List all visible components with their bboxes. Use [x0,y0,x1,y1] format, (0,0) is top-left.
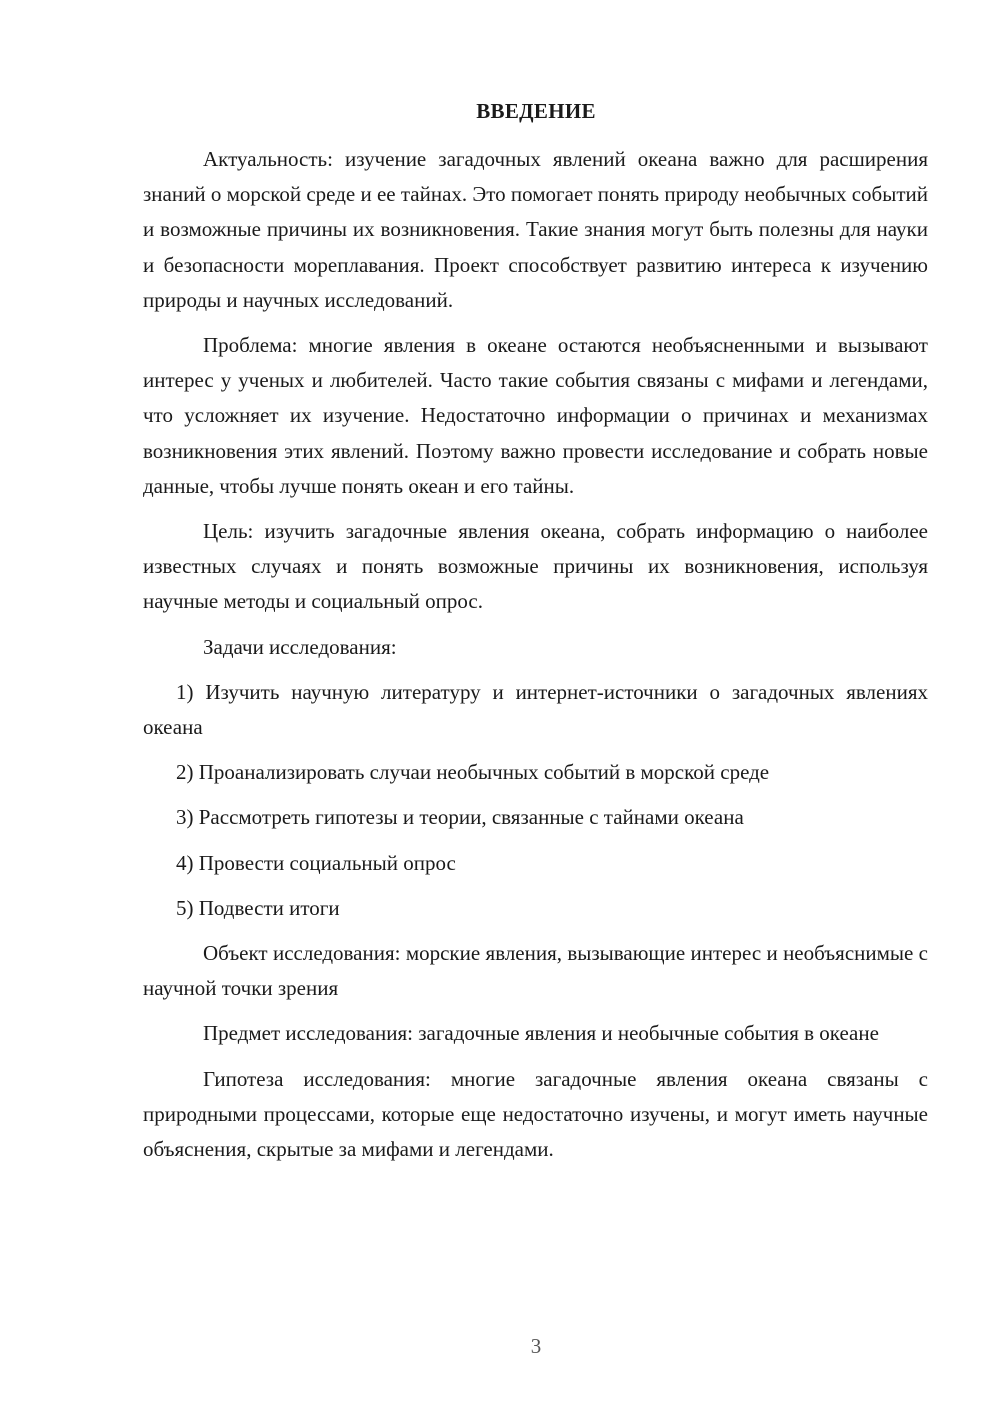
subject-paragraph: Предмет исследования: загадочные явления и необычные события в океане [203,1021,879,1046]
document-body [143,142,928,1177]
tasks-list [143,675,928,926]
task-item: 3) Рассмотреть гипотезы и теории, связанные с тайнами океана [176,805,744,830]
relevance-paragraph: Актуальность: изучение загадочных явлений океана важно для расширения знаний о морской среде и ее тайнах. Это помогает понять природу необычных событий и возможные причины их возникновения. Такие знания могут быть полезны для науки и безопасности мореплавания. Проект способствует развитию интереса к изучению природы и научных исследований. [143,147,928,312]
object-paragraph: Объект исследования: морские явления, вызывающие интерес и необъяснимые с научной точки зрения [143,941,928,1001]
tasks-title: Задачи исследования: [203,634,397,659]
problem-paragraph: Проблема: многие явления в океане остаются необъясненными и вызывают интерес у ученых и любителей. Часто такие события связаны с мифами и легендами, что усложняет их изучение. Недостаточно информации о причинах и механизмах возникновения этих явлений. Поэтому важно провести исследование и собрать новые данные, чтобы лучше понять океан и его тайны. [143,333,928,498]
task-item: 4) Провести социальный опрос [176,850,456,875]
hypothesis-paragraph: Гипотеза исследования: многие загадочные явления океана связаны с природными процессами, которые еще недостаточно изучены, и могут иметь научные объяснения, скрытые за мифами и легендами. [143,1066,928,1162]
goal-paragraph: Цель: изучить загадочные явления океана, собрать информацию о наиболее известных случаях и понять возможные причины их возникновения, используя научные методы и социальный опрос. [143,519,928,614]
page-heading: ВВЕДЕНИЕ [476,99,596,123]
page-number: 3 [530,1334,542,1358]
task-item: 5) Подвести итоги [176,895,340,920]
task-item: 1) Изучить научную литературу и интернет-источники о загадочных явлениях океана [143,679,928,740]
task-item: 2) Проанализировать случаи необычных событий в морской среде [176,760,770,785]
